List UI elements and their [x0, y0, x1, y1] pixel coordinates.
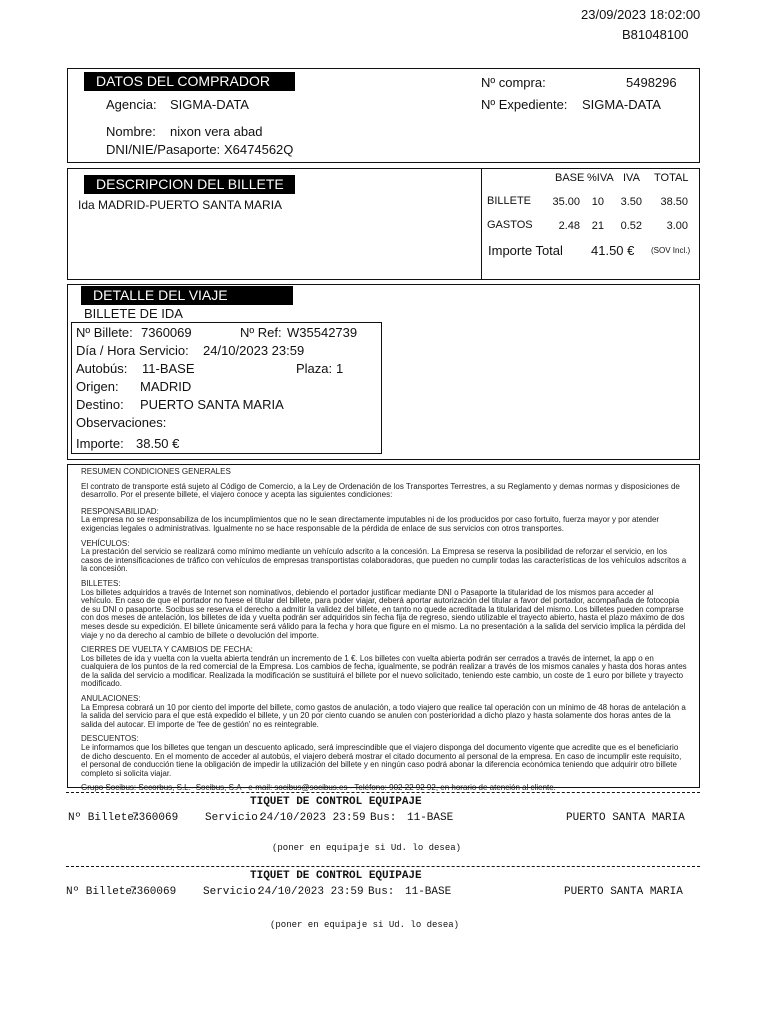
trip-dest-label: Destino: [76, 397, 124, 412]
trip-service-label: Día / Hora Servicio: [76, 343, 189, 358]
conditions-section [81, 580, 687, 640]
file-label: Nº Expediente: [481, 97, 568, 112]
row-iva: 0.52 [620, 220, 642, 232]
conditions-section [81, 508, 687, 534]
luggage-dest: PUERTO SANTA MARIA [566, 812, 685, 824]
trip-seat-label: Plaza: [296, 361, 333, 376]
trip-amount-label: Importe: [76, 436, 124, 451]
trip-ref-value: W35542739 [287, 325, 358, 340]
row-total: 38.50 [660, 196, 688, 208]
trip-bus-label: Autobús: [76, 361, 128, 376]
col-total: TOTAL [654, 172, 689, 184]
section-text: Le informamos que los billetes que tengan un descuento aplicado, será imprescindible que el viajero disponga del documento vigente que acredite que es el beneficiario de dicho descuento. En el momento de acceder al autobús, el viajero deberá mostrar el citado documento al personal de la empresa. En caso de incumplir este requisito, el personal de conducción tiene la obligación de impedir la utilización del billete y en ningún caso podrá abonar la diferencia económica teniendo que adquirir otro billete completo si solicita viajar. [81, 743, 682, 778]
conditions-section [81, 646, 687, 689]
conditions-section [81, 695, 687, 729]
luggage-note: (poner en equipaje si Ud. lo desea) [270, 920, 460, 930]
luggage-service-label: Servicio: [205, 812, 265, 824]
luggage-title: TIQUET DE CONTROL EQUIPAJE [250, 796, 422, 808]
section-heading: DESCUENTOS: [81, 734, 139, 744]
row-total: 3.00 [666, 220, 688, 232]
luggage-ticket-label: Nº Billete: [66, 886, 139, 898]
trip-obs-label: Observaciones: [76, 415, 167, 430]
row-label: BILLETE [487, 195, 532, 207]
section-heading: RESPONSABILIDAD: [81, 506, 159, 516]
trip-ticket-label: Nº Billete: [76, 325, 133, 340]
section-text: La Empresa cobrará un 10 por ciento del importe del billete, como gastos de anulación, a todo viajero que realice tal operación con un mínimo de 48 horas de antelación a la salida del servicio para el que está expedido el billete, y un 20 por ciento cuando se anulen con posterioridad a dicho plazo y hasta solamente dos horas antes de la salida del autocar. El importe de 'fee de gestión' no es reintegrable. [81, 702, 686, 729]
id-value: X6474562Q [224, 142, 294, 157]
row-base: 35.00 [552, 196, 580, 208]
trip-bus-value: 11-BASE [142, 361, 195, 376]
row-pct: 10 [591, 196, 604, 208]
row-base: 2.48 [558, 220, 580, 232]
ticket-description: Ida MADRID-PUERTO SANTA MARIA [78, 198, 283, 212]
conditions-intro: El contrato de transporte está sujeto al Código de Comercio, a la Ley de Ordenación de los Transportes Terrestres, a su Reglamento y demas normas y disposiciones de desarrollo. Por el presente billete, el viajero conoce y acepta las siguientes condiciones: [81, 481, 680, 500]
section-text: Los billetes de ida y vuelta con la vuelta abierta tendrán un incremento de 1 €. Los billetes con vuelta abierta podrán ser cerrados a través de internet, la app o en cualquiera de los puntos de la red comercial de la Empresa. Los cambios de fecha, igualmente, se podrán realizar a través de los mismos canales y hasta dos horas antes de la salida del servicio a modificar. Realizada la modificación se sustituirá el billete por el nuevo solicitado, teniendo este cambio, un coste de 1 euro por billete y trayecto modificado. [81, 653, 687, 689]
cut-line [66, 866, 700, 867]
print-datetime: 23/09/2023 18:02:00 [581, 7, 701, 22]
luggage-title: TIQUET DE CONTROL EQUIPAJE [250, 870, 422, 882]
trip-subtitle: BILLETE DE IDA [84, 306, 183, 321]
purchase-value: 5498296 [626, 75, 677, 90]
conditions-section [81, 540, 687, 574]
name-label: Nombre: [106, 124, 156, 139]
trip-service-value: 24/10/2023 23:59 [203, 343, 305, 358]
luggage-bus-value: 11-BASE [405, 886, 452, 898]
section-text: La empresa no se responsabiliza de los incumplimientos que no le sean directamente imputables ni de los producidos por caso fortuito, fuerza mayor y por atender exigencias legales o administrativas. Igualmente no se hace responsable de la pérdida de enlace de sus servicios con otros transportes. [81, 515, 660, 533]
luggage-bus-value: 11-BASE [407, 812, 454, 824]
luggage-bus-label: Bus: [368, 886, 395, 898]
trip-origin-label: Origen: [76, 379, 119, 394]
section-text: La prestación del servicio se realizará como mínimo mediante un vehículo adscrito a la concesión. La Empresa se reserva la posibilidad de reforzar el servicio, en los casos de intensificaciones de tráfico con vehículos de empresas transportistas colaboradoras, que pueden no cumplir todas las características de los vehículos adscritos a la concesión. [81, 547, 687, 574]
luggage-dest: PUERTO SANTA MARIA [564, 886, 683, 898]
cut-line [66, 792, 700, 793]
trip-dest-value: PUERTO SANTA MARIA [140, 397, 284, 412]
ticket-box-divider [481, 168, 482, 280]
conditions-footer: Grupo Socibus: Secorbus, S.L.- Socibus, S.A - e-mail: socibus@socibus.es - Teléfono: 902 22 92 92, en horario de atención al cliente. [81, 783, 556, 793]
agency-label: Agencia: [106, 97, 157, 112]
section-heading: BILLETES: [81, 578, 121, 588]
section-heading: ANULACIONES: [81, 694, 141, 704]
luggage-ticket-value: 7360069 [130, 886, 177, 898]
trip-amount-value: 38.50 € [136, 436, 180, 451]
trip-origin-value: MADRID [140, 379, 192, 394]
section-heading: VEHÍCULOS: [81, 538, 130, 548]
conditions-section [81, 735, 687, 778]
row-label: GASTOS [487, 219, 533, 231]
luggage-service-label: Servicio: [203, 886, 263, 898]
name-value: nixon vera abad [170, 124, 263, 139]
row-iva: 3.50 [620, 196, 642, 208]
section-text: Los billetes adquiridos a través de Internet son nominativos, debiendo el portador justificar mediante DNI o Pasaporte la titularidad de los mismos para acceder al vehículo. En caso de que el portador no fuese el titular del billete, para poder viajar, deberá aportar autorización del titular a favor del portador, acompañada de fotocopia de su DNI o pasaporte. Socibus se reserva el derecho a admitir la validez del billete, en tanto no quede acreditada la titularidad del mismo. Los billetes pueden comprarse con dos meses de antelación, los billetes de ida y vuelta podrán ser adquiridos sin fecha fija de regreso, siendo utilizable el trayecto abierto, hasta el plazo máximo de dos meses desde su expedición. El billete únicamente será válido para la fecha y hora que figure en el mismo. La no presentación a la salida del servicio implica la pérdida del viaje y no da derecho al cambio de billete o devolución del importe. [81, 587, 686, 640]
file-value: SIGMA-DATA [582, 97, 661, 112]
luggage-service-value: 24/10/2023 23:59 [258, 886, 364, 898]
document-code: B81048100 [622, 27, 689, 42]
trip-ticket-value: 7360069 [141, 325, 192, 340]
purchase-label: Nº compra: [481, 75, 546, 90]
luggage-ticket-value: 7360069 [132, 812, 179, 824]
row-pct: 21 [591, 220, 604, 232]
col-iva: IVA [623, 172, 640, 184]
section-heading: CIERRES DE VUELTA Y CAMBIOS DE FECHA: [81, 645, 253, 655]
col-pct-iva: %IVA [587, 172, 614, 184]
total-note: (SOV Incl.) [651, 246, 691, 255]
conditions-title: RESUMEN CONDICIONES GENERALES [81, 467, 231, 476]
conditions-text [81, 468, 687, 799]
agency-value: SIGMA-DATA [170, 97, 249, 112]
luggage-service-value: 24/10/2023 23:59 [260, 812, 366, 824]
buyer-header: DATOS DEL COMPRADOR [84, 72, 295, 91]
col-base: BASE [555, 172, 585, 184]
total-value: 41.50 € [591, 243, 635, 258]
luggage-ticket-label: Nº Billete: [68, 812, 141, 824]
luggage-bus-label: Bus: [370, 812, 397, 824]
id-label: DNI/NIE/Pasaporte: [106, 142, 221, 157]
ticket-header: DESCRIPCION DEL BILLETE [84, 175, 295, 194]
trip-header: DETALLE DEL VIAJE [81, 286, 293, 305]
trip-seat-value: 1 [336, 361, 344, 376]
trip-ref-label: Nº Ref: [240, 325, 282, 340]
total-label: Importe Total [488, 243, 563, 258]
luggage-note: (poner en equipaje si Ud. lo desea) [272, 843, 462, 853]
